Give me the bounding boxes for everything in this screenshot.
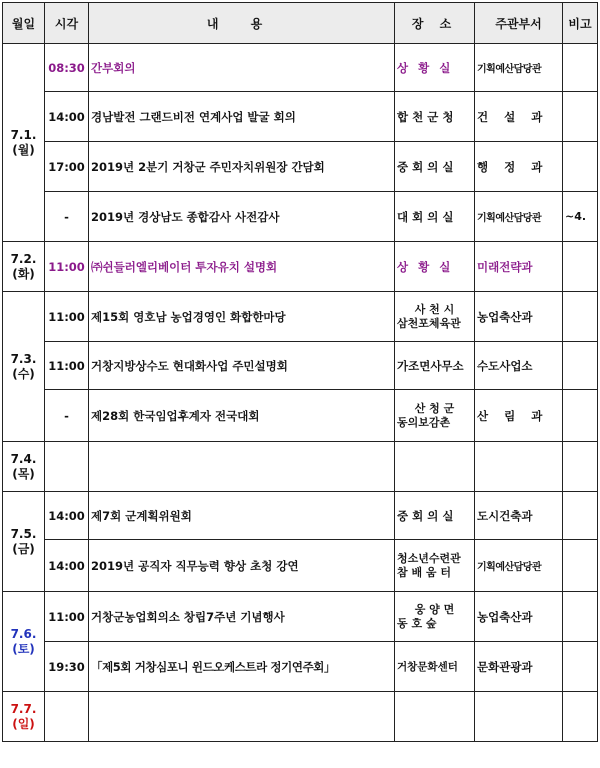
- event-dept: 문화관광과: [475, 642, 563, 692]
- event-title: 2019년 공직자 직무능력 향상 초청 강연: [89, 540, 395, 592]
- event-place: 합 천 군 청: [395, 92, 475, 142]
- day-date: 7.3.: [10, 351, 37, 366]
- event-time: 11:00: [45, 292, 89, 342]
- table-row: [3, 192, 598, 242]
- table-row: [3, 242, 598, 292]
- event-place: 상 황 실: [395, 44, 475, 92]
- table-row: [3, 442, 598, 492]
- empty-cell: [475, 692, 563, 742]
- day-date: 7.1.: [10, 127, 37, 142]
- event-note: [563, 540, 598, 592]
- table-row: [3, 492, 598, 540]
- event-place: [395, 390, 475, 442]
- empty-cell: [563, 442, 598, 492]
- event-place: 거창문화센터: [395, 642, 475, 692]
- event-dept: 기획예산담당관: [475, 192, 563, 242]
- event-time: 14:00: [45, 492, 89, 540]
- event-place: [395, 592, 475, 642]
- table-row: [3, 44, 598, 92]
- event-place: 중 회 의 실: [395, 492, 475, 540]
- event-time: 11:00: [45, 242, 89, 292]
- event-note: [563, 492, 598, 540]
- event-title: 「제5회 거창심포니 윈드오케스트라 정기연주회」: [89, 642, 395, 692]
- day-date: 7.4.: [10, 451, 37, 466]
- day-of-week: (금): [12, 541, 35, 556]
- event-dept: 기획예산담당관: [475, 540, 563, 592]
- event-title: 간부회의: [89, 44, 395, 92]
- event-title: 제15회 영호남 농업경영인 화합한마당: [89, 292, 395, 342]
- table-row: [3, 540, 598, 592]
- event-place: 가조면사무소: [395, 342, 475, 390]
- schedule-table: [2, 2, 598, 742]
- event-title: 제28회 한국임업후계자 전국대회: [89, 390, 395, 442]
- event-dept: 도시건축과: [475, 492, 563, 540]
- event-dept: 농업축산과: [475, 292, 563, 342]
- event-place-line1: 웅 양 면: [414, 602, 455, 616]
- event-note: [563, 342, 598, 390]
- event-time: 14:00: [45, 540, 89, 592]
- event-dept: 수도사업소: [475, 342, 563, 390]
- event-dept: 산 림 과: [475, 390, 563, 442]
- event-place-line1: 산 청 군: [414, 401, 455, 415]
- event-title: ㈜쉰들러엘리베이터 투자유치 설명회: [89, 242, 395, 292]
- event-title: 2019년 경상남도 종합감사 사전감사: [89, 192, 395, 242]
- day-cell-mon: [3, 44, 45, 242]
- day-of-week: (토): [12, 641, 35, 656]
- event-note: [563, 44, 598, 92]
- empty-cell: [45, 442, 89, 492]
- day-of-week: (수): [12, 366, 35, 381]
- event-time: 14:00: [45, 92, 89, 142]
- header-place: 장 소: [395, 3, 475, 44]
- header-time: 시각: [45, 3, 89, 44]
- event-place-line2: 참 배 움 터: [397, 565, 451, 579]
- event-time: 19:30: [45, 642, 89, 692]
- event-title: 2019년 2분기 거창군 주민자치위원장 간담회: [89, 142, 395, 192]
- day-cell-sat: [3, 592, 45, 692]
- day-date: 7.5.: [10, 526, 37, 541]
- event-note: [563, 92, 598, 142]
- event-place: [395, 292, 475, 342]
- event-time: 11:00: [45, 342, 89, 390]
- event-place: 대 회 의 실: [395, 192, 475, 242]
- empty-cell: [89, 692, 395, 742]
- empty-cell: [89, 442, 395, 492]
- event-time: 17:00: [45, 142, 89, 192]
- header-date: 월일: [3, 3, 45, 44]
- event-place: 상 황 실: [395, 242, 475, 292]
- event-place-line1: 사 천 시: [414, 302, 455, 316]
- empty-cell: [395, 692, 475, 742]
- event-title: 제7회 군계획위원회: [89, 492, 395, 540]
- event-dept: 미래전략과: [475, 242, 563, 292]
- event-note: [563, 592, 598, 642]
- table-row: [3, 692, 598, 742]
- empty-cell: [45, 692, 89, 742]
- day-cell-fri: [3, 492, 45, 592]
- header-note: 비고: [563, 3, 598, 44]
- header-row: [3, 3, 598, 44]
- header-title: 내 용: [89, 3, 395, 44]
- empty-cell: [563, 692, 598, 742]
- empty-cell: [395, 442, 475, 492]
- event-title: 거창지방상수도 현대화사업 주민설명회: [89, 342, 395, 390]
- day-of-week: (화): [12, 266, 35, 281]
- event-place: [395, 540, 475, 592]
- table-row: [3, 592, 598, 642]
- day-of-week: (일): [12, 716, 35, 731]
- empty-cell: [475, 442, 563, 492]
- event-time: -: [45, 390, 89, 442]
- header-dept: 주관부서: [475, 3, 563, 44]
- event-dept: 농업축산과: [475, 592, 563, 642]
- event-title: 경남발전 그랜드비전 연계사업 발굴 회의: [89, 92, 395, 142]
- event-time: 11:00: [45, 592, 89, 642]
- event-place-line2: 삼천포체육관: [397, 316, 461, 330]
- event-time: -: [45, 192, 89, 242]
- event-dept: 행 정 과: [475, 142, 563, 192]
- event-note: [563, 642, 598, 692]
- table-row: [3, 342, 598, 390]
- day-of-week: (월): [12, 142, 35, 157]
- event-note: [563, 142, 598, 192]
- event-place: 중 회 의 실: [395, 142, 475, 192]
- event-note: [563, 292, 598, 342]
- event-title: 거창군농업회의소 창립7주년 기념행사: [89, 592, 395, 642]
- day-date: 7.2.: [10, 251, 37, 266]
- event-place-line2: 동의보감촌: [397, 415, 451, 429]
- table-row: [3, 92, 598, 142]
- event-place-line2: 동 호 숲: [397, 616, 437, 630]
- day-date: 7.7.: [10, 701, 37, 716]
- table-row: [3, 142, 598, 192]
- event-time: 08:30: [45, 44, 89, 92]
- day-cell-wed: [3, 292, 45, 442]
- event-note: ~4.: [563, 192, 598, 242]
- table-row: [3, 390, 598, 442]
- table-row: [3, 292, 598, 342]
- day-cell-tue: [3, 242, 45, 292]
- day-cell-thu: [3, 442, 45, 492]
- event-place-line1: 청소년수련관: [397, 551, 461, 565]
- day-of-week: (목): [12, 466, 35, 481]
- day-date: 7.6.: [10, 626, 37, 641]
- event-dept: 건 설 과: [475, 92, 563, 142]
- event-note: [563, 390, 598, 442]
- event-dept: 기획예산담당관: [475, 44, 563, 92]
- event-note: [563, 242, 598, 292]
- day-cell-sun: [3, 692, 45, 742]
- table-row: [3, 642, 598, 692]
